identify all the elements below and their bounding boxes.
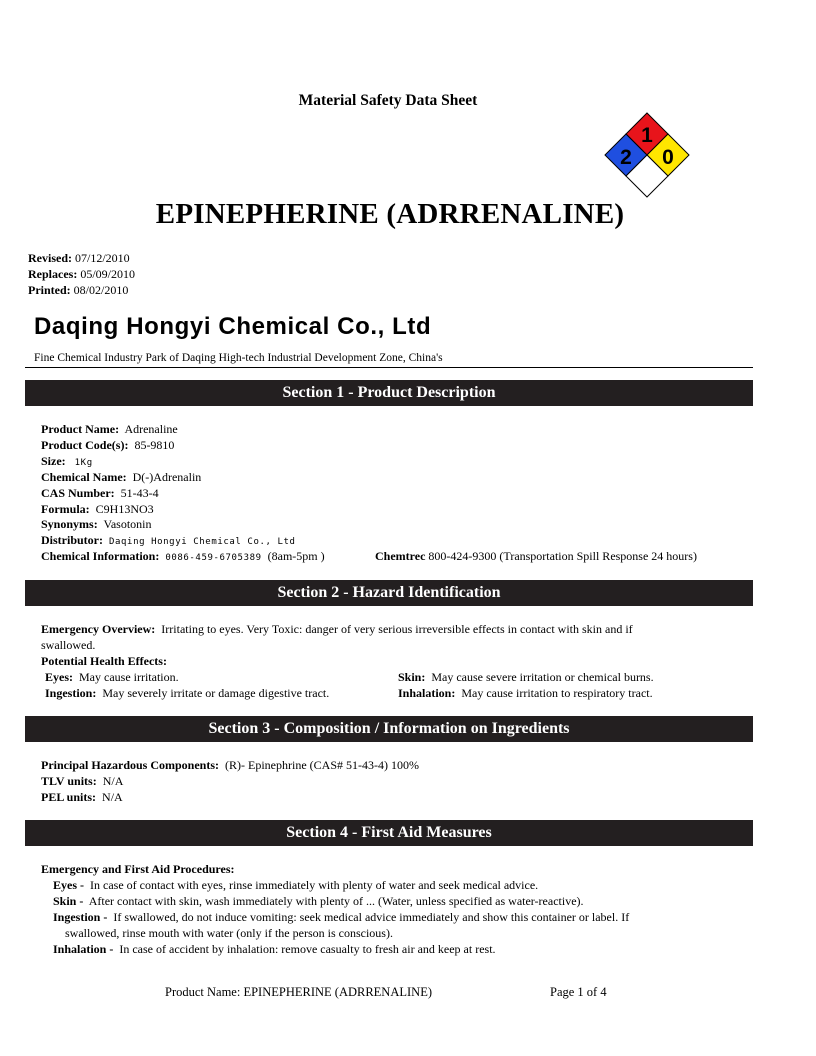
printed-line: Printed: 08/02/2010	[28, 283, 129, 297]
nfpa-health: 2	[620, 146, 632, 169]
nfpa-flammability: 1	[641, 124, 653, 147]
section-4-header: Section 4 - First Aid Measures	[25, 820, 753, 846]
first-aid-ingestion-continued: swallowed, rinse mouth with water (only if the person is conscious).	[65, 926, 393, 940]
revised-line: Revised: 07/12/2010	[28, 251, 130, 265]
potential-health-effects-label: Potential Health Effects:	[41, 654, 167, 668]
cas-number-row: CAS Number: 51-43-4	[41, 486, 159, 500]
product-code-row: Product Code(s): 85-9810	[41, 438, 175, 452]
first-aid-skin-row: Skin - After contact with skin, wash immediately with plenty of ... (Water, unless specified as water-reactive).	[53, 894, 584, 908]
company-address: Fine Chemical Industry Park of Daqing High-tech Industrial Development Zone, China's	[34, 352, 443, 364]
section-1-header: Section 1 - Product Description	[25, 380, 753, 406]
product-title: EPINEPHERINE (ADRRENALINE)	[155, 198, 625, 230]
chemtrec-row: Chemtrec 800-424-9300 (Transportation Spill Response 24 hours)	[375, 549, 697, 563]
tlv-units-row: TLV units: N/A	[41, 774, 124, 788]
first-aid-eyes-row: Eyes - In case of contact with eyes, rinse immediately with plenty of water and seek medical advice.	[53, 878, 539, 892]
first-aid-inhalation-row: Inhalation - In case of accident by inhalation: remove casualty to fresh air and keep at rest.	[53, 942, 496, 956]
document-title: Material Safety Data Sheet	[298, 92, 478, 109]
replaces-line: Replaces: 05/09/2010	[28, 267, 135, 281]
chemical-name-row: Chemical Name: D(-)Adrenalin	[41, 470, 202, 484]
distributor-row: Distributor: Daqing Hongyi Chemical Co., Ltd	[41, 533, 296, 547]
section-2-header: Section 2 - Hazard Identification	[25, 580, 753, 606]
first-aid-ingestion-row: Ingestion - If swallowed, do not induce vomiting: seek medical advice immediately and show this container or label. If	[53, 910, 630, 924]
header-divider	[25, 367, 753, 368]
chemical-information-row: Chemical Information: 0086-459-6705389 (8am-5pm )	[41, 549, 325, 563]
company-name: Daqing Hongyi Chemical Co., Ltd	[34, 313, 432, 340]
nfpa-diamond-icon	[604, 112, 690, 198]
size-row: Size: 1Kg	[41, 454, 93, 468]
pel-units-row: PEL units: N/A	[41, 790, 123, 804]
inhalation-effect-row: Inhalation: May cause irritation to respiratory tract.	[398, 686, 653, 700]
section-3-header: Section 3 - Composition / Information on Ingredients	[25, 716, 753, 742]
footer-product-name: Product Name: EPINEPHERINE (ADRRENALINE)	[165, 985, 432, 999]
product-name-row: Product Name: Adrenaline	[41, 422, 178, 436]
skin-effect-row: Skin: May cause severe irritation or chemical burns.	[398, 670, 654, 684]
eyes-effect-row: Eyes: May cause irritation.	[45, 670, 179, 684]
formula-row: Formula: C9H13NO3	[41, 502, 154, 516]
emergency-overview-continued: swallowed.	[41, 638, 96, 652]
footer-page-number: Page 1 of 4	[550, 985, 607, 999]
emergency-overview-row: Emergency Overview: Irritating to eyes. Very Toxic: danger of very serious irreversible effects in contact with skin and if	[41, 622, 633, 636]
ingestion-effect-row: Ingestion: May severely irritate or damage digestive tract.	[45, 686, 330, 700]
nfpa-reactivity: 0	[662, 146, 674, 169]
first-aid-procedures-label: Emergency and First Aid Procedures:	[41, 862, 235, 876]
synonyms-row: Synonyms: Vasotonin	[41, 517, 152, 531]
hazardous-components-row: Principal Hazardous Components: (R)- Epinephrine (CAS# 51-43-4) 100%	[41, 758, 419, 772]
